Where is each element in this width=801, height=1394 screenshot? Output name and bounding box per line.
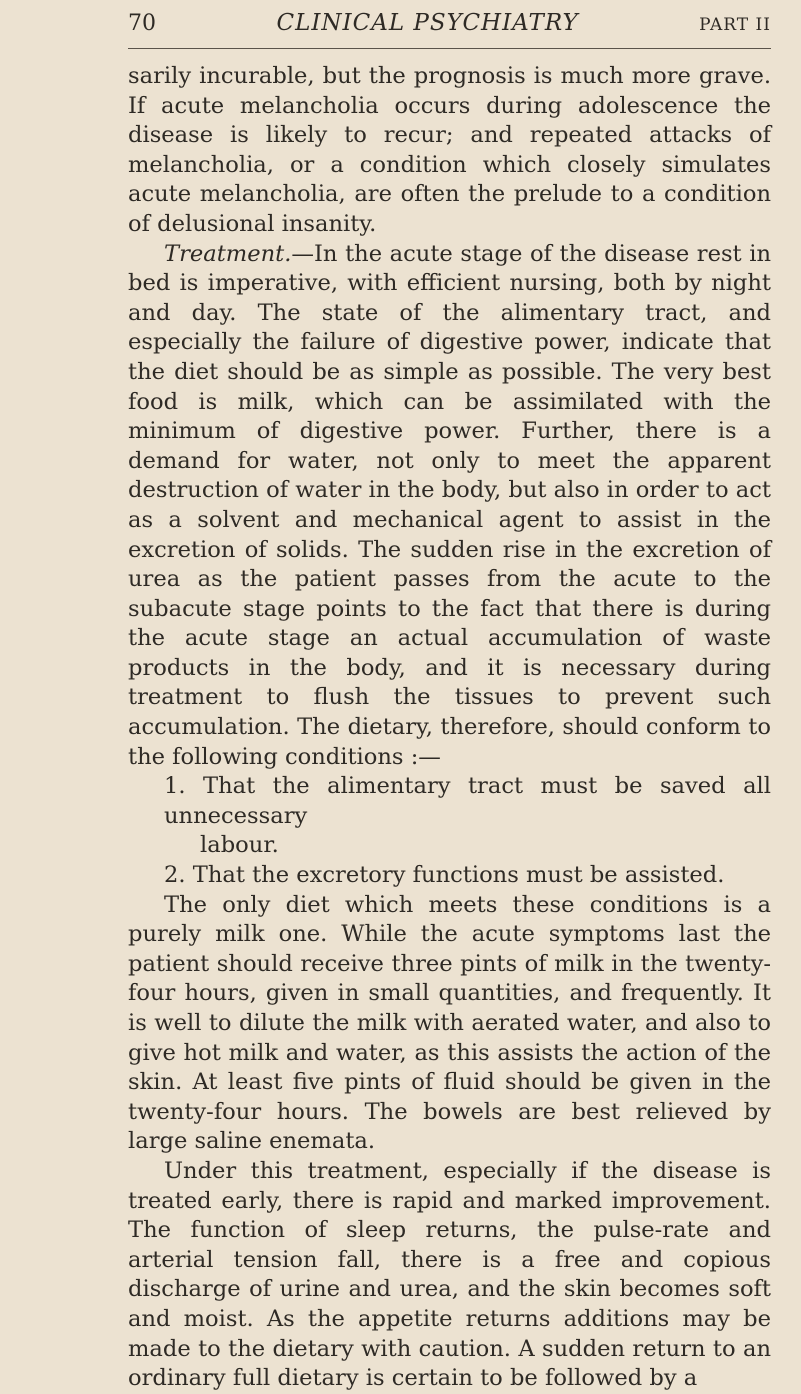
paragraph-prognosis: sarily incurable, but the prognosis is much more grave. If acute melancholia occurs during adolescence the disease is likely to recur; and repeated attacks of melancholia, or a condition which closely simulates acute melancholia, are often the prelude to a condition of delusional insanity.: [128, 63, 771, 237]
list-item-1: [128, 772, 771, 861]
part-label: PART II: [699, 15, 771, 35]
list-item-2: [128, 861, 771, 891]
page-number: 70: [128, 11, 156, 36]
list-number-1: 1.: [164, 773, 186, 800]
list-number-2: 2.: [164, 862, 186, 889]
treatment-body: —In the acute stage of the disease rest in bed is imperative, with efficient nursing, both by night and day. The state of the alimentary tract, and especially the failure of digestive power, indicate that the diet should be as simple as possible. The very best food is milk, which can be assimilated with the minimum of digestive power. Further, there is a demand for water, not only to meet the apparent destruction of water in the body, but also in order to act as a solvent and mechanical agent to assist in the excretion of solids. The sudden rise in the excretion of urea as the patient passes from the acute to the subacute stage points to the fact that there is during the acute stage an actual accumulation of waste products in the body, and it is necessary during treatment to flush the tissues to prevent such accumulation. The dietary, therefore, should conform to the following conditions :—: [128, 240, 771, 770]
treatment-heading: Treatment.: [164, 240, 292, 267]
paragraph-improvement: Under this treatment, especially if the disease is treated early, there is rapid and marked improvement. The function of sleep returns, the pulse-rate and arterial tension fall, there is a free and copious discharge of urine and urea, and the skin becomes soft and moist. As the appetite returns additions may be made to the dietary with caution. A sudden return to an ordinary full dietary is certain to be followed by a: [128, 1157, 771, 1392]
list-text-1: That the alimentary tract must be saved all unnecessary: [164, 773, 771, 829]
body-text: [128, 62, 771, 1394]
running-head: [128, 10, 771, 44]
running-title: CLINICAL PSYCHIATRY: [276, 10, 579, 36]
paragraph-treatment: [128, 240, 771, 773]
paragraph-milk-diet: The only diet which meets these conditions is a purely milk one. While the acute symptoms last the patient should receive three pints of milk in the twenty-four hours, given in small quantities, and frequently. It is well to dilute the milk with aerated water, and also to give hot milk and water, as this assists the action of the skin. At least five pints of fluid should be given in the twenty-four hours. The bowels are best relieved by large saline enemata.: [128, 891, 771, 1155]
list-text-1-continuation: labour.: [200, 832, 279, 859]
header-rule: [128, 48, 771, 49]
list-text-2: That the excretory functions must be assisted.: [192, 862, 725, 889]
